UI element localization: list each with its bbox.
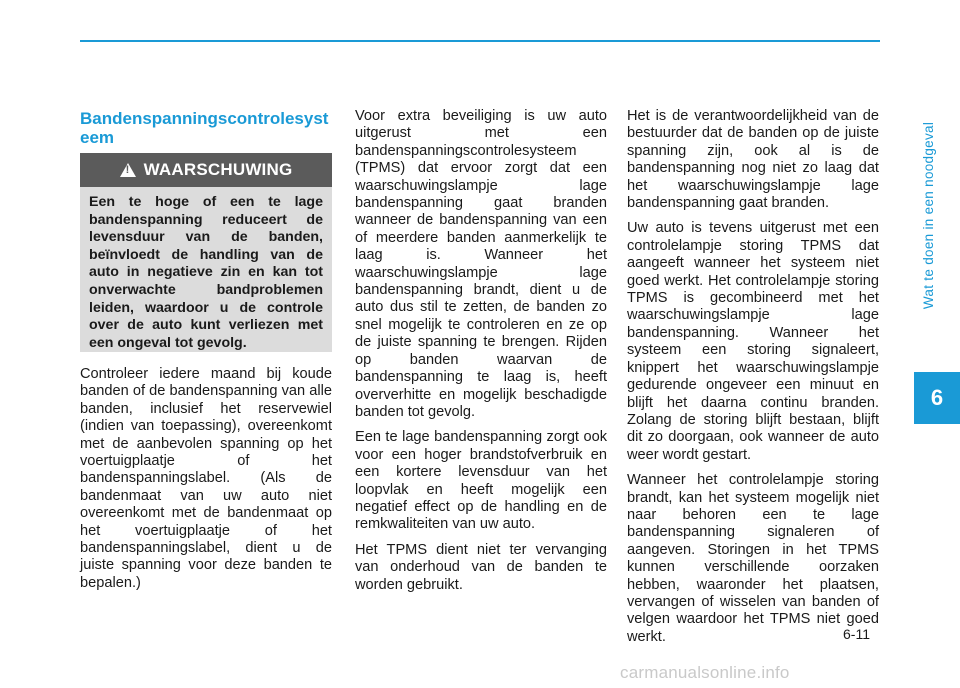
paragraph: Controleer iedere maand bij koude banden of de bandenspanning van alle banden, inclusief het reservewiel (indien van toepassing), overeenkomt met de aanbevolen spanning op het voertuigplaatje of het bandenspanningslabel. (Als de bandenmaat van uw auto niet overeenkomt met de bandenmaat op het voertuigplaatje of het bandenspanningslabel, dient u de juiste spanning voor deze banden te bepalen.) [80, 366, 332, 591]
warning-text: Een te hoge of een te lage bandenspanning reduceert de levensduur van de banden, beïnvloedt de handling van de auto in negatieve zin en kan tot onverwachte bandproblemen leiden, waardoor u de controle over de auto kunt verliezen met een ongeval tot gevolg. [89, 194, 323, 351]
paragraph: Het is de verantwoordelijkheid van de bestuurder dat de banden op de juiste spanning zijn, ook al is de bandenspanning nog niet zo laag dat het waarschuwingslampje lage bandenspanning gaat branden. [627, 108, 879, 212]
chapter-title-vertical [916, 80, 942, 350]
column-1-body [80, 366, 332, 592]
paragraph: Uw auto is tevens uitgerust met een controlelampje storing TPMS dat aangeeft wanneer het systeem niet goed werkt. Het controlelampje storing TPMS is gecombineerd met het waarschuwingslampje lage bandenspanning. Wanneer het systeem een storing signaleert, knippert het waarschuwingslampje gedurende ongeveer een minuut en blijft het daarna continu branden. Zolang de storing blijft bestaan, blijft dit zo doorgaan, ook wanneer de auto weer wordt gestart. [627, 220, 879, 463]
column-3 [627, 108, 879, 654]
warning-label: WAARSCHUWING [143, 160, 293, 179]
page-number: 6-11 [843, 626, 870, 642]
paragraph: Wanneer het controlelampje storing brandt, kan het systeem mogelijk niet naar behoren een te lage bandenspanning signaleren of aangeven. Storingen in het TPMS kunnen verschillende oorzaken hebben, waaronder het plaatsen, vervangen of wisselen van banden of velgen waardoor het TPMS niet goed werkt. [627, 472, 879, 645]
chapter-number-tab: 6 [914, 372, 960, 424]
header-rule [80, 40, 880, 42]
paragraph: Voor extra beveiliging is uw auto uitgerust met een bandenspanningscontrolesysteem (TPMS) dat ervoor zorgt dat een waarschuwingslampje lage bandenspanning gaat branden wanneer de bandenspanning van een of meerdere banden aanmerkelijk te laag is. Wanneer het waarschuwingslampje lage bandenspanning brandt, dient u de auto dus stil te zetten, de banden zo snel mogelijk te controleren en ze op de juiste spanning te brengen. Rijden op banden waarvan de bandenspanning te laag is, heeft oververhitte en mogelijk beschadigde banden tot gevolg. [355, 108, 607, 420]
warning-header [80, 153, 332, 187]
warning-box [80, 153, 332, 352]
paragraph: Het TPMS dient niet ter vervanging van onderhoud van de banden te worden gebruikt. [355, 541, 607, 593]
column-2 [355, 108, 607, 602]
chapter-title: Wat te doen in een noodgeval [921, 121, 937, 309]
watermark: carmanualsonline.info [620, 663, 790, 682]
warning-triangle-icon [120, 163, 136, 177]
section-title: Bandenspanningscontrolesyst eem [80, 109, 329, 147]
paragraph: Een te lage bandenspanning zorgt ook voor een hoger brandstofverbruik en een kortere levensduur van het loopvlak en heeft mogelijk een negatief effect op de handling en de remkwaliteiten van uw auto. [355, 429, 607, 533]
